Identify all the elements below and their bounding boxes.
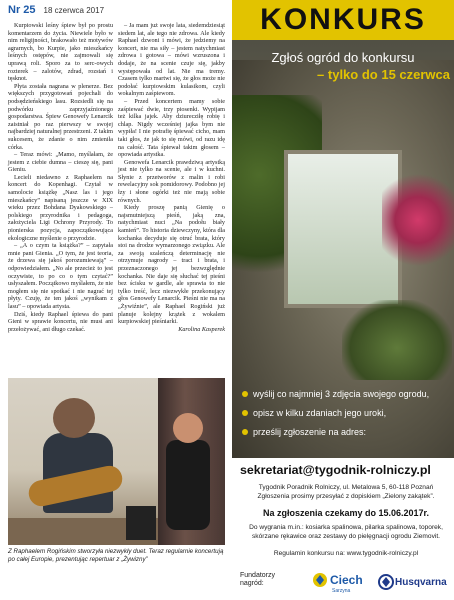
contest-step-text: prześlij zgłoszenie na adres: — [253, 426, 367, 437]
singer-head — [173, 413, 203, 443]
article-paragraph: Płyta została nagrana w plenerze. Bez większych przygotowań pojechali do podsędzieńskiego lasu. Rozsiedli się na podwórku zaprzyjaźnionego gospodarstwa. Śpiew Genowefy Lenarcik zaistniał po raz pierwszy w swojej najbardziej naturalnej przestrzeni. Z takim sukcesem, że zdanie o nim zmieniła córka. — [8, 82, 113, 151]
rules-link[interactable]: Regulamin konkursu na: www.tygodnik-rolniczy.pl — [273, 550, 419, 557]
article-paragraph: – Teraz mówi: „Mamo, myślałam, że jestem z ciebie dumna – cieszę się, pani Gieniu. — [8, 151, 113, 174]
article-paragraph: – Ja mam już swoje lata, siedemdziesiąt siedem lat, ale tego nie zdrowa. Ale kiedy Raphael dzwoni i mówi, że jedziemy na koncert, nie ma siły – jestem natychmiast zdrowa i gotowa – mówi wzruszona i dodaje, że na scenie czuje się, jakby występowała od lat. Nie ma tremy. Czasem tylko martwi się, że głos może nie podołać kurpiowskim kulasikom, czyli wokalnym zaśpiewom. — [118, 22, 225, 98]
contest-step — [242, 403, 452, 422]
ciech-logo — [310, 570, 372, 594]
article-paragraph: Dziś, kiedy Raphael śpiewa do pani Gieni w sprawie koncertu, nie musi ani przełożywać, ani długo czekać. — [8, 310, 113, 333]
sponsors-label-line: nagród: — [240, 580, 264, 587]
issue-number: Nr 25 — [8, 4, 36, 16]
article-column-1 — [8, 22, 113, 333]
prizes-line: skórzane rękawice oraz zestawy do pielęgnacji ogrodu Ziemovit. — [251, 532, 440, 540]
contest-step-text: wyślij co najmniej 3 zdjęcia swojego ogrodu, — [253, 388, 430, 399]
contest-step-text: opisz w kilku zdaniach jego uroki, — [253, 407, 387, 418]
photo-caption: Z Raphaelem Rogińskim stworzyła niezwykły duet. Teraz regularnie koncertują po całej Europie, prezentując repertuar z „Żywizny” — [8, 548, 224, 563]
contest-banner — [232, 0, 454, 458]
husqvarna-logo — [377, 570, 452, 594]
ciech-logo-subtext: Sarzyna — [332, 588, 351, 594]
contest-email-link[interactable]: sekretariat@tygodnik-rolniczy.pl — [240, 463, 431, 477]
contest-address — [240, 484, 452, 501]
prizes-line: Do wygrania m.in.: kosiarka spalinowa, pilarka spalinowa, toporek, — [249, 524, 443, 531]
prizes-info — [240, 524, 452, 541]
article-paragraph: Kiedy proszę panią Gienię o najsmutniejszą pieśń, jaką zna, natychmiast nuci „Na podołu biały kamień”. To historia dziewczyny, która dla kochanka decyduje się otruć brata, który stoi na drodze wymarzonego związku. Ale za swoją szaleńczą determinację nie otrzymuje nagrody – traci i brata, i przeznaczonego jej bezwzględnie kochanka. Nie daje się słuchać tej pieśni bez ścisku w gardle, ale sprawia to nie tylko treść, lecz niezwykłe przekonujący głos Genowefy Lenarcik. Pieśni nie ma na „Żywiźnie”, ale Raphael Rogiński już planuje kolejny krążek z wokalem kurpiowskiej pieśniarki. — [118, 204, 225, 326]
article-paragraph: – „A o czym ta książka?” – zapytała mnie pani Gienia. „O tym, że jest teoria, że drzewa się jakoś porozumiewają” – odpowiedziałem. „No ale przecież to jest oczywiste, to po co o tym czytać?” usłyszałem. Początkowo myślałem, że nie mogłem się nie spotkać i nie nagrać tej płyty. Czuję, że ten jakoś „wynikam z lasu” – opowiada artysta. — [8, 242, 113, 310]
ciech-logo-text: Ciech — [330, 573, 363, 587]
article-paragraph: – Przed koncertem mamy sobie zaśpiewać dwie, trzy piosenki. Wypijam też kilka jajek. Aby dziurecziłę robię i chlap. Nigdy wcześniej jajka bym nie wypiła! I nie potrafię śpiewać cicho, mam taki głos, że jak to się mówi, od razu idę na całość. Tata śpiewał takim głosem – opowiada artystka. — [118, 97, 225, 159]
guitarist-head — [53, 398, 95, 438]
address-note: Zgłoszenia prosimy przesyłać z dopiskiem „Zielony zakątek”. — [257, 492, 435, 500]
article-paragraph: Lecieli niedawno z Raphaelem na koncert do Kopenhagi. Czytał w samolocie książkę „Nasz las i jego mieszkańcy” napisaną jeszcze w XIX wieku przez Bohdana Dyakowskiego – polskiego przyrodnika i pedagoga, założyciela Ligi Ochrony Przyrody. To pionierska pozycja, zapoczątkowująca ekologiczne myślenie o przyrodzie. — [8, 173, 113, 242]
contest-subtitle: Zgłoś ogród do konkursu — [271, 50, 415, 65]
article-paragraph: Genowefa Lenarcik prawdziwą artystką jest nie tylko na scenie, ale i w kuchni. Słynie z przetworów z malin i robi rewelacyjny sok pomidorowy. Podobno jej łzy i słone ogórki też nie mają sobie równych. — [118, 158, 225, 204]
submission-deadline: Na zgłoszenia czekamy do 15.06.2017r. — [262, 508, 430, 518]
bullet-dot-icon — [242, 429, 248, 435]
garden-flowers-image — [382, 165, 454, 275]
contest-deadline-banner: – tylko do 15 czerwca — [317, 67, 450, 82]
contest-step — [242, 422, 452, 441]
contest-title: KONKURS — [260, 3, 426, 36]
garden-pots-image — [342, 300, 452, 380]
amplifier-shape — [126, 506, 156, 540]
contest-steps — [242, 384, 452, 441]
husqvarna-logo-text: Husqvarna — [395, 577, 447, 588]
bullet-dot-icon — [242, 391, 248, 397]
sponsors-label-line: Fundatorzy — [240, 572, 276, 579]
article-paragraph: Kurpiowski leśny śpiew był po prostu komentarzem do życia. Niewiele było w nim religijności, brakowało też motywów agrarnych, bo Kurpie, jako mieszkańcy leśnych ostępów, nie zajmowali się uprawą roli. Sporo za to serc-owych rozterek – zalotów, zdrad, rozstań i tęsknot. — [8, 22, 113, 83]
page-header — [8, 4, 104, 20]
bullet-dot-icon — [242, 410, 248, 416]
sponsors-bar — [232, 566, 454, 600]
singer-figure — [166, 440, 210, 530]
address-line: Tygodnik Poradnik Rolniczy, ul. Metalowa 5, 60-118 Poznań — [258, 484, 434, 491]
issue-date: 18 czerwca 2017 — [43, 6, 105, 15]
concert-photo — [8, 378, 225, 545]
article-column-2 — [118, 22, 225, 333]
article-author: Karolina Kasperek — [178, 325, 225, 333]
sponsors-label — [240, 572, 275, 588]
contest-step — [242, 384, 452, 403]
